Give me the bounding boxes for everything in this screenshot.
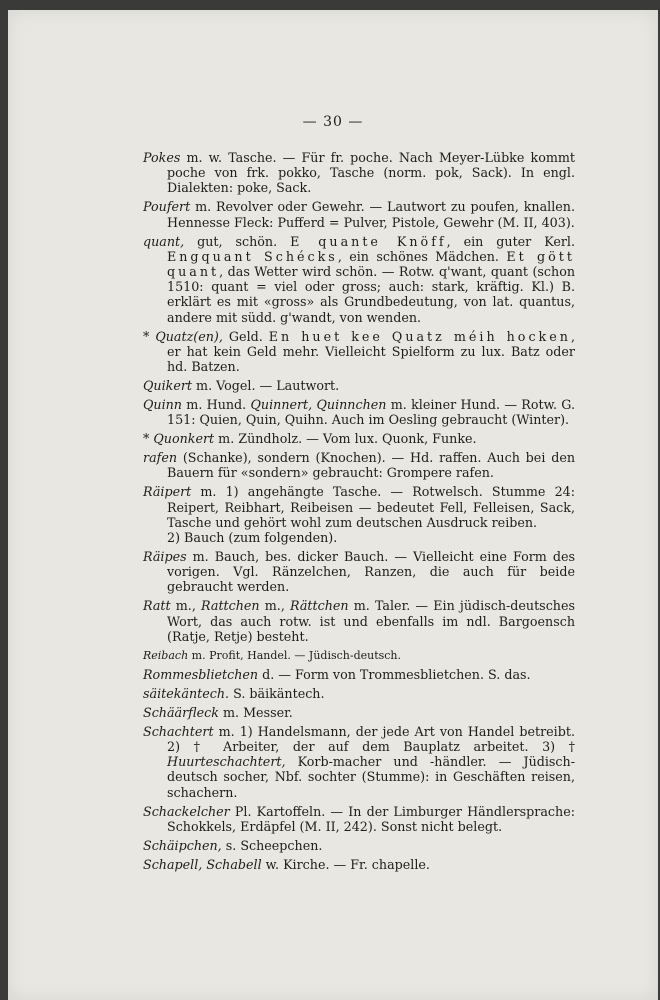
definition: m., (259, 598, 291, 614)
headword: Schachtert (143, 723, 214, 739)
entry-rafen (143, 450, 575, 480)
marker: * (143, 328, 156, 344)
headword: Schäipchen, (143, 837, 222, 853)
definition: Geld. (222, 328, 269, 344)
headword: Ratt (143, 598, 171, 614)
definition: m. Bauch, bes. dicker Bauch. — Vielleicht eine Form des vorigen. Vgl. Ränzelchen, Ranzen, die auch für beide gebraucht werden. (167, 549, 575, 595)
definition: m. 1) angehängte Tasche. — Rotwelsch. Stumme 24: Reipert, Reibhart, Reibeisen — bedeutet Fell, Felleisen, Sack, Tasche und gehört wohl zum deutschen Ausdruck reiben. (167, 484, 575, 530)
headword: quant, (143, 233, 185, 249)
entry-schachtert (143, 724, 575, 800)
definition: m. Profit, Handel. — Jüdisch-deutsch. (188, 648, 402, 662)
entry-schaarfleck (143, 705, 575, 720)
definition: m. Zündholz. — Vom lux. Quonk, Funke. (214, 431, 477, 447)
headword: Quatz(en), (155, 328, 223, 344)
headword: Quinn (143, 397, 182, 413)
headword: Schackelcher (143, 803, 230, 819)
headword: Rättchen (290, 598, 349, 614)
entry-schapell (143, 857, 575, 872)
headword: Huurteschachtert, (167, 754, 286, 770)
definition: , das Wetter wird schön. — Rotw. q'want, quant (schon 1510: quant = viel oder gross; auch: stark, kräftig. Kl.) B. erklärt es mit «gross» als Grundbedeutung, von lat. quantus, andere mit südd. g'wandt, von wenden. (167, 264, 575, 325)
entry-schaipchen (143, 838, 575, 853)
headword: Räipert (143, 484, 192, 500)
definition: m., (170, 598, 202, 614)
definition-sense-2: 2) Bauch (zum folgenden). (167, 530, 338, 546)
definition: , er hat kein Geld mehr. Vielleicht Spielform zu lux. Batz oder hd. Batzen. (167, 328, 575, 375)
example: En huet kee Quatz méih hocken (268, 328, 571, 344)
entry-reibach (143, 648, 575, 663)
book-page (8, 10, 658, 1000)
entry-quikert (143, 378, 575, 393)
definition: d. — Form von Trommesblietchen. S. das. (258, 666, 531, 682)
entry-raipert (143, 484, 575, 545)
definition: (Schanke), sondern (Knochen). — Hd. raffen. Auch bei den Bauern für «sondern» gebraucht: Grompere rafen. (167, 450, 575, 481)
definition: m. 1) Handelsmann, der jede Art von Handel betreibt. 2) † Arbeiter, der auf dem Bauplatz arbeitet. 3) † (167, 723, 575, 755)
definition: m. Messer. (218, 704, 293, 720)
entry-pokes (143, 150, 575, 196)
headword: Quonkert (153, 431, 215, 447)
definition: Korb-macher und -händler. — Jüdisch-deutsch socher, Nbf. sochter (Stumme): in Geschäften reisen, schachern. (167, 754, 575, 800)
entry-schackelcher (143, 804, 575, 834)
definition: m. kleiner Hund. — Rotw. G. 151: Quien, Quin, Quihn. Auch im Oesling gebraucht (Winter). (167, 397, 575, 428)
page-number: — 30 — (302, 114, 364, 130)
entry-quonkert (143, 431, 575, 446)
definition: m. Taler. — Ein jüdisch-deutsches Wort, das auch rotw. ist und ebenfalls im ndl. Bargoensch (Ratje, Retje) besteht. (167, 598, 575, 644)
example: Et gött quant (167, 248, 576, 280)
entry-rommesblietchen (143, 667, 575, 682)
headword: Quikert (143, 378, 192, 394)
definition: s. Scheepchen. (221, 837, 323, 853)
definition: m. Vogel. — Lautwort. (192, 378, 340, 394)
headword: Quinnert, Quinnchen (250, 397, 387, 413)
headword: Pokes (143, 150, 181, 165)
definition: gut, schön. (184, 233, 291, 249)
entry-quant (143, 234, 575, 325)
entry-raipes (143, 549, 575, 595)
dictionary-column (143, 150, 575, 876)
entry-quatzen (143, 329, 575, 375)
headword: Schäärfleck (143, 704, 219, 720)
headword: Räipes (143, 549, 187, 565)
headword: Reibach (143, 648, 189, 662)
definition: , ein guter Kerl. (446, 233, 575, 249)
entry-quinn (143, 397, 575, 427)
example: Engquant Schécks (167, 248, 338, 264)
headword: rafen (143, 450, 178, 466)
definition: w. Kirche. — Fr. chapelle. (261, 856, 430, 872)
definition: m. Revolver oder Gewehr. — Lautwort zu poufen, knallen. Hennesse Fleck: Pufferd = Pulver, Pistole, Gewehr (M. II, 403). (167, 199, 575, 230)
definition: m. Hund. (181, 397, 251, 413)
definition: Pl. Kartoffeln. — In der Limburger Händlersprache: Schokkels, Erdäpfel (M. II, 242). Sonst nicht belegt. (167, 803, 575, 834)
headword: Rattchen (201, 598, 260, 614)
definition: , ein schönes Mädchen. (337, 248, 507, 264)
definition: m. w. Tasche. — Für fr. poche. Nach Meyer-Lübke kommt poche von frk. pokko, Tasche (norm. pok, Sack). In engl. Dialekten: poke, Sack. (167, 150, 575, 196)
definition: S. bäikäntech. (229, 685, 325, 701)
entry-saitekantech (143, 686, 575, 701)
marker: * (143, 431, 154, 447)
entry-poufert (143, 199, 575, 229)
entry-ratt (143, 598, 575, 644)
headword: Rommesblietchen (143, 666, 259, 682)
headword: säitekäntech. (143, 685, 230, 701)
headword: Poufert (143, 199, 191, 215)
headword: Schapell, Schabell (143, 856, 262, 872)
example: E quante Knöff (290, 233, 447, 249)
